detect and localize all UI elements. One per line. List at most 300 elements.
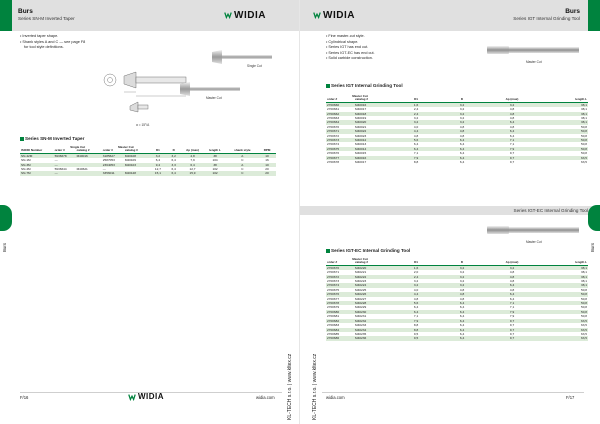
table-cell: 4,8	[182, 153, 204, 158]
table-cell: 10	[258, 153, 276, 158]
single-cut-bur-image	[210, 48, 280, 68]
table-cell: 63,5	[538, 160, 588, 164]
table-cell: 2700671	[326, 129, 354, 133]
table-cell: 6,4	[486, 297, 538, 301]
table-cell: 6,4	[438, 310, 486, 314]
table-cell: 4,8	[486, 112, 538, 116]
table-cell: 7,9	[486, 310, 538, 314]
table-cell: 2700672	[326, 134, 354, 138]
table-cell: 16	[258, 158, 276, 162]
table-cell: 2700678	[326, 160, 354, 164]
table-cell: 63,5	[538, 332, 588, 336]
table-row	[326, 336, 588, 340]
table-cell: M40225	[354, 288, 394, 292]
table-cell: SN-3M	[20, 163, 54, 167]
table-cell: 6,4	[438, 160, 486, 164]
table-cell: 3,2	[394, 283, 438, 287]
table-cell: 3,2	[438, 107, 486, 111]
left-header-logo: WIDIA	[234, 10, 266, 21]
table-cell: 50,8	[538, 151, 588, 155]
group-single-cut: Single Cut	[54, 146, 102, 149]
table-cell: M40017	[354, 160, 394, 164]
table-cell: 38,1	[538, 283, 588, 287]
table-cell: 2587053	[102, 158, 124, 162]
left-header-green-tab	[0, 0, 12, 31]
left-page-number: F/16	[20, 395, 29, 400]
table-cell: 4,8	[438, 134, 486, 138]
table-cell: 50,8	[538, 125, 588, 129]
table-cell: 6,4	[438, 138, 486, 142]
table-cell: 8,8	[394, 328, 438, 332]
table-cell: 3,2	[166, 153, 182, 158]
table-cell: 7,1	[486, 305, 538, 309]
table-cell: 20	[258, 167, 276, 171]
table-header-row: order # catalog # D1 D Ap (max) length L	[327, 98, 588, 102]
table-cell: 5936644	[54, 167, 76, 171]
table-cell: 2,4	[394, 112, 438, 116]
table-cell: 15,9	[182, 171, 204, 175]
bullet-item: for tool style definitions.	[24, 45, 64, 50]
table-cell: 4,8	[438, 297, 486, 301]
table-cell: 3,2	[438, 270, 486, 274]
table-cell: 7,9	[486, 147, 538, 151]
right-vertical-company: KL-TECH s.r.o. | www.kltex.cz	[312, 353, 318, 420]
table-cell: 8,8	[394, 323, 438, 327]
igt-ec-tool-image	[485, 222, 585, 238]
table-cell: SN-4M	[20, 167, 54, 171]
table-cell: 63,5	[538, 156, 588, 160]
table-cell: 2700677	[326, 297, 354, 301]
table-cell: M40228	[354, 301, 394, 305]
master-cut-caption: Master Cut	[206, 96, 222, 100]
table-cell: M40236	[354, 336, 394, 340]
bullet-item: • Series IGT-EC has end cut.	[326, 50, 375, 55]
table-cell: 6,4	[486, 129, 538, 133]
table-cell: 7,9	[394, 156, 438, 160]
table-cell: 4,4	[394, 129, 438, 133]
table-cell: —	[54, 171, 76, 175]
table-cell: 2700681	[326, 314, 354, 318]
table-cell: 6,4	[182, 163, 204, 167]
right-header-green-tab	[588, 0, 600, 31]
table-cell: 50,8	[538, 297, 588, 301]
left-footer-site[interactable]: widia.com	[256, 395, 275, 400]
table-cell: 3,2	[394, 120, 438, 124]
table-cell: 20	[258, 171, 276, 175]
table-cell: 6,4	[394, 142, 438, 146]
table-cell: 5,6	[394, 301, 438, 305]
table-cell: 4,0	[394, 125, 438, 129]
igt-ec-table	[326, 258, 588, 341]
right-page-number: F/17	[566, 395, 575, 400]
right-side-tab-label: Burs	[590, 242, 595, 252]
table-cell: 3,2	[438, 112, 486, 116]
table-cell: M40224	[354, 283, 394, 287]
table-cell: 38,1	[538, 102, 588, 107]
table-cell: 9,7	[486, 328, 538, 332]
table-cell: 6,4	[438, 301, 486, 305]
table-cell: 4,8	[394, 297, 438, 301]
table-cell: 2700684	[326, 328, 354, 332]
right-header-title: Burs	[565, 8, 580, 15]
table-cell: 2700675	[326, 288, 354, 292]
table-cell: 2700674	[326, 283, 354, 287]
table-cell: 2700670	[326, 265, 354, 270]
table-cell: 38,1	[538, 275, 588, 279]
right-header-subtitle: Series IGT Internal Grinding Tool	[513, 16, 580, 21]
table-cell: 3,2	[486, 102, 538, 107]
table-cell: M40019	[354, 116, 394, 120]
table-cell: 7,1	[394, 314, 438, 318]
sn-m-table-body	[20, 153, 276, 176]
table-cell: M40222	[354, 275, 394, 279]
table-cell: 38	[204, 153, 227, 158]
table-cell: C	[227, 158, 258, 162]
left-header-subtitle: Series SN-M Inverted Taper	[18, 16, 75, 21]
table-cell: 2700682	[326, 319, 354, 323]
table-cell: 6,4	[486, 120, 538, 124]
table-cell: 4,8	[438, 125, 486, 129]
table-cell: 50,8	[538, 129, 588, 133]
bullet-item: • Series IGT has end cut.	[326, 45, 369, 50]
table-cell: 6,4	[438, 323, 486, 327]
table-cell: —	[54, 158, 76, 162]
table-cell: 63,5	[538, 336, 588, 340]
table-cell: 6,4	[166, 158, 182, 162]
table-cell: M40220	[354, 265, 394, 270]
right-side-tab[interactable]	[588, 205, 600, 231]
table-cell: —	[54, 163, 76, 167]
table-cell: 2700661	[326, 107, 354, 111]
table-cell: 2364053	[102, 163, 124, 167]
table-cell: M40221	[354, 270, 394, 274]
table-cell: 7,9	[486, 314, 538, 318]
table-cell: 4,4	[394, 292, 438, 296]
table-cell: 3,2	[438, 265, 486, 270]
table-cell: M40108	[124, 153, 150, 158]
table-cell: 50,8	[538, 147, 588, 151]
table-cell: 102	[204, 167, 227, 171]
table-cell: 38	[204, 163, 227, 167]
table-cell: M40016	[354, 156, 394, 160]
table-cell: 2700671	[326, 270, 354, 274]
table-cell: M40109	[124, 158, 150, 162]
table-cell: 6,4	[438, 314, 486, 318]
igt-master-cut-caption: Master Cut	[526, 60, 542, 64]
table-cell: 6,4	[438, 142, 486, 146]
table-cell: 2,4	[394, 275, 438, 279]
table-cell: 3185627	[102, 153, 124, 158]
table-cell: 3,2	[486, 265, 538, 270]
angle-caption: α = 15°/A	[136, 123, 150, 127]
table-cell: 50,8	[538, 292, 588, 296]
inverted-taper-drawing	[100, 70, 190, 120]
table-cell: 102	[204, 171, 227, 175]
bullet-item: • Solid carbide construction.	[326, 56, 373, 61]
table-cell: M40017	[354, 107, 394, 111]
widia-logo-mark-icon	[224, 11, 232, 19]
table-cell: M40103	[124, 163, 150, 167]
section-square-icon	[326, 249, 330, 253]
table-cell: M40227	[354, 297, 394, 301]
table-cell: 6,4	[394, 310, 438, 314]
table-cell: 6,4	[166, 167, 182, 171]
table-cell: 6,4	[394, 147, 438, 151]
right-section2-title: Series IGT-EC Internal Grinding Tool	[326, 248, 410, 253]
table-cell: 7,1	[486, 138, 538, 142]
table-cell: 6,4	[486, 283, 538, 287]
table-cell: 2700673	[326, 279, 354, 283]
left-side-tab[interactable]	[0, 205, 12, 231]
table-cell: 50,8	[538, 314, 588, 318]
igt-table	[326, 95, 588, 165]
table-cell: SN-7M	[20, 171, 54, 175]
table-cell: 6,4	[438, 147, 486, 151]
table-cell: 6,4	[438, 336, 486, 340]
igt-tool-image	[485, 42, 585, 58]
table-cell: 50,8	[538, 134, 588, 138]
table-cell: 50,8	[538, 288, 588, 292]
left-feature-bullets	[20, 34, 85, 51]
section-square-icon	[20, 137, 24, 141]
table-cell: 3,2	[438, 102, 486, 107]
table-cell: 4,8	[486, 275, 538, 279]
table-cell: 2700662	[326, 112, 354, 116]
table-cell: 2700672	[326, 275, 354, 279]
table-cell: 1,6	[394, 265, 438, 270]
igt-ec-banner-title: Series IGT-EC Internal Grinding Tool	[513, 208, 588, 213]
table-cell: 2700660	[326, 102, 354, 107]
table-cell: M40016	[76, 153, 102, 158]
table-cell: 6,4	[486, 292, 538, 296]
table-cell: 2700664	[326, 120, 354, 124]
table-cell: M40021	[354, 125, 394, 129]
table-cell: 2700677	[326, 156, 354, 160]
table-cell: 3,2	[438, 283, 486, 287]
table-cell: 2700663	[326, 116, 354, 120]
table-cell: 38,1	[538, 112, 588, 116]
right-section1-title: Series IGT Internal Grinding Tool	[326, 83, 403, 88]
table-cell: 3,2	[150, 153, 166, 158]
table-cell: 50,8	[538, 138, 588, 142]
table-cell: 50,8	[538, 310, 588, 314]
bullet-item: • Fine master-cut style.	[326, 34, 365, 38]
table-cell: 7,1	[394, 151, 438, 155]
table-cell: M40621	[76, 167, 102, 171]
bullet-item: • Inverted taper shape.	[20, 34, 59, 38]
table-cell: 1,6	[394, 102, 438, 107]
table-cell: A	[227, 153, 258, 158]
table-cell: 2700673	[326, 138, 354, 142]
table-cell: 7,1	[486, 142, 538, 146]
table-cell: 12,7	[150, 167, 166, 171]
table-cell: A	[227, 163, 258, 167]
table-cell: 6,4	[150, 158, 166, 162]
table-cell: M40014	[354, 147, 394, 151]
table-cell: 9,7	[486, 332, 538, 336]
group-master-cut: Master Cut	[102, 146, 150, 149]
table-cell: 9,5	[394, 336, 438, 340]
right-footer-site[interactable]: widia.com	[326, 395, 345, 400]
table-cell: 15,1	[150, 171, 166, 175]
table-cell: 6,4	[438, 156, 486, 160]
left-section-title: Series SN-M Inverted Taper	[20, 136, 84, 141]
table-cell: 3,2	[394, 279, 438, 283]
table-cell: 2700678	[326, 301, 354, 305]
table-cell: 2700676	[326, 292, 354, 296]
table-cell: M40229	[354, 305, 394, 309]
left-footer-logo: WIDIA	[138, 392, 165, 401]
table-cell: 4,8	[438, 288, 486, 292]
table-row	[20, 171, 276, 175]
table-cell: 6,4	[438, 328, 486, 332]
table-cell: M40235	[354, 332, 394, 336]
table-cell: 4,8	[486, 288, 538, 292]
table-cell: 3,2	[438, 116, 486, 120]
table-cell: 4,0	[394, 288, 438, 292]
table-cell: 7,9	[182, 158, 204, 162]
table-cell: 4,8	[438, 129, 486, 133]
table-cell: 9,7	[486, 151, 538, 155]
table-cell: 63,5	[538, 323, 588, 327]
table-cell: 7,1	[486, 301, 538, 305]
table-cell: 6,4	[486, 134, 538, 138]
right-header-logo: WIDIA	[323, 10, 355, 21]
table-cell: M40231	[354, 314, 394, 318]
footer-widia-mark-icon	[128, 393, 136, 401]
igt-ec-master-cut-caption: Master Cut	[526, 240, 542, 244]
table-cell: 6,4	[438, 151, 486, 155]
table-cell: 4,8	[486, 107, 538, 111]
table-cell: 9,5	[394, 332, 438, 336]
table-cell: M40012	[354, 138, 394, 142]
table-cell: 3,2	[438, 279, 486, 283]
table-cell: M40020	[354, 120, 394, 124]
table-cell: M40013	[354, 142, 394, 146]
igt-ec-table-body	[326, 265, 588, 340]
table-cell: 3356011	[102, 171, 124, 175]
table-cell: 3,2	[438, 120, 486, 124]
table-cell: 50,8	[538, 301, 588, 305]
table-header-row: ISO/DI Number order # catalog # order # catalog # D1 D Ap (max) length L shank style RPM	[20, 149, 276, 153]
table-cell: 2700674	[326, 142, 354, 146]
table-cell: SN-42M	[20, 153, 54, 158]
table-cell: M40230	[354, 310, 394, 314]
table-cell: 9,7	[486, 319, 538, 323]
table-cell: 6,4	[438, 332, 486, 336]
table-cell: M40226	[354, 292, 394, 296]
table-cell: 104	[204, 158, 227, 162]
table-cell: M40015	[354, 151, 394, 155]
table-cell: 9,7	[486, 336, 538, 340]
table-cell: 9,4	[150, 163, 166, 167]
right-page	[300, 0, 600, 424]
table-cell: 7,9	[394, 319, 438, 323]
table-cell: 50,8	[538, 142, 588, 146]
left-header-title: Burs	[18, 8, 33, 15]
table-row	[326, 160, 588, 164]
table-cell: M40233	[354, 323, 394, 327]
table-cell: M40023	[354, 134, 394, 138]
table-cell: 38,1	[538, 107, 588, 111]
left-vertical-company: KL-TECH s.r.o. | www.kltex.cz	[287, 353, 293, 420]
table-cell: 4,8	[486, 270, 538, 274]
table-cell: 63,5	[538, 319, 588, 323]
table-cell: M40018	[354, 112, 394, 116]
table-cell: 4,8	[486, 116, 538, 120]
table-cell: 38,1	[538, 279, 588, 283]
table-cell: SN-1M	[20, 158, 54, 162]
igt-table-body	[326, 102, 588, 164]
bullet-item: • Shank styles A and C — see page F8	[20, 39, 86, 44]
table-cell: M40234	[354, 328, 394, 332]
table-cell: M40128	[124, 171, 150, 175]
table-cell: 9,7	[486, 156, 538, 160]
right-feature-bullets	[326, 34, 375, 62]
table-cell: 2700675	[326, 147, 354, 151]
table-cell: M40232	[354, 319, 394, 323]
table-cell: 4,8	[394, 134, 438, 138]
right-footer-rule	[322, 392, 584, 393]
table-cell: C	[227, 167, 258, 171]
widia-logo-mark-icon	[313, 11, 321, 19]
table-cell: 38,1	[538, 116, 588, 120]
table-cell: 2,4	[394, 107, 438, 111]
table-cell: 6,4	[438, 319, 486, 323]
table-cell	[76, 171, 102, 175]
table-cell: 2700686	[326, 336, 354, 340]
table-cell: 38,1	[538, 270, 588, 274]
table-cell: 2700685	[326, 332, 354, 336]
table-cell: 6,4	[438, 305, 486, 309]
table-cell: —	[102, 167, 124, 171]
table-cell: M40016	[354, 102, 394, 107]
table-cell: 2700679	[326, 305, 354, 309]
table-cell: 38,1	[538, 265, 588, 270]
table-cell: 5936678	[54, 153, 76, 158]
table-cell: M40223	[354, 279, 394, 283]
table-cell: M40022	[354, 129, 394, 133]
table-cell: 6,4	[166, 171, 182, 175]
table-cell: 9,7	[486, 160, 538, 164]
section-square-icon	[326, 84, 330, 88]
table-cell: 10	[258, 163, 276, 167]
table-cell: C	[227, 171, 258, 175]
table-cell: 3,2	[438, 275, 486, 279]
table-cell: 2700683	[326, 323, 354, 327]
table-cell: 50,8	[538, 305, 588, 309]
table-cell: 4,8	[438, 292, 486, 296]
single-cut-caption: Single Cut	[247, 64, 262, 68]
table-cell: 2700670	[326, 125, 354, 129]
table-cell: 4,8	[486, 279, 538, 283]
table-cell: 5,6	[394, 138, 438, 142]
table-cell: 63,5	[538, 328, 588, 332]
table-cell: 8,8	[394, 160, 438, 164]
table-cell: 2,0	[394, 270, 438, 274]
sn-m-table	[20, 146, 276, 176]
table-cell: 6,4	[394, 305, 438, 309]
table-cell: 2700680	[326, 310, 354, 314]
table-cell: 12,7	[182, 167, 204, 171]
igt-ec-group-master-cut: Master Cut	[326, 258, 394, 261]
left-side-tab-label: Burs	[2, 242, 7, 252]
table-cell: 3,3	[166, 163, 182, 167]
igt-group-master-cut: Master Cut	[326, 95, 394, 98]
table-cell: 3,2	[394, 116, 438, 120]
table-header-row: order # catalog # D1 D Ap (max) length L	[327, 261, 588, 265]
bullet-item: • Cylindrical shape.	[326, 39, 359, 44]
